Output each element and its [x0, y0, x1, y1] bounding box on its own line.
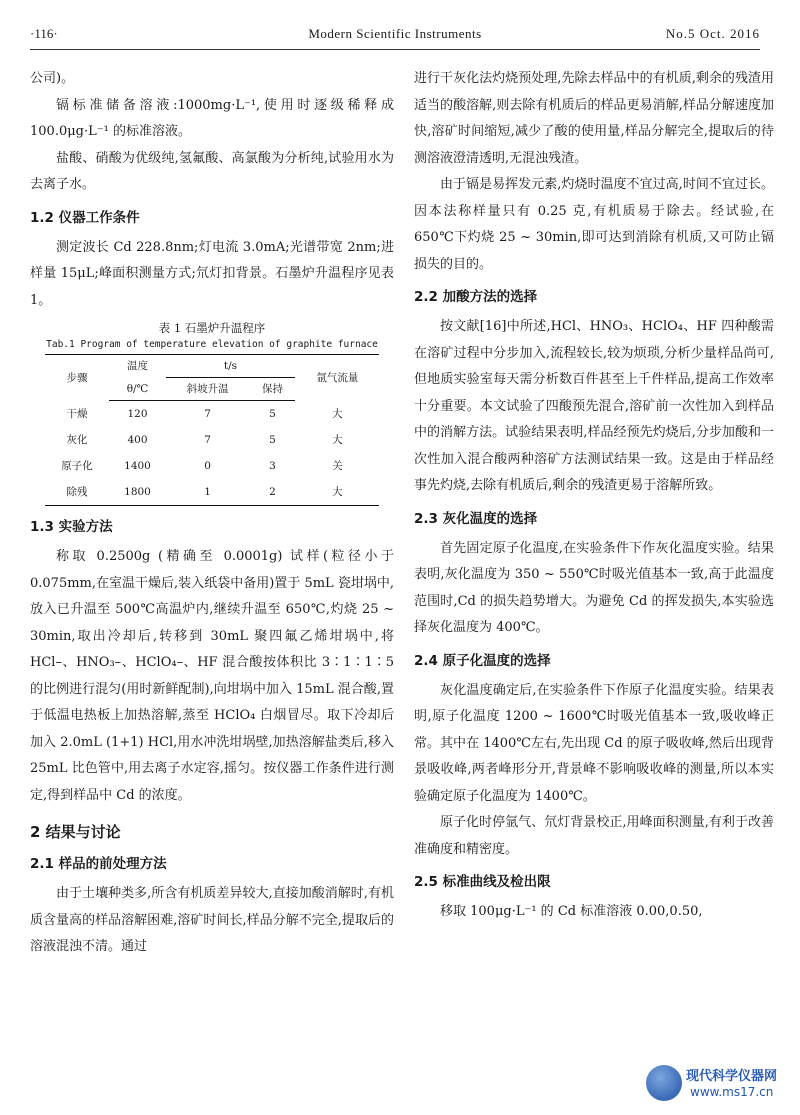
section-heading: 2.5 标准曲线及检出限 [414, 874, 551, 890]
th-temp: 温度 [109, 355, 165, 378]
paragraph: 首先固定原子化温度,在实验条件下作灰化温度实验。结果表明,灰化温度为 350 ~ 550℃时吸光值基本一致,高于此温度范围时,Cd 的损失趋势增大。为避免 Cd 的挥发损失,本实验选择灰化温度为 400℃。 [414, 540, 774, 635]
journal-title: Modern Scientific Instruments [308, 26, 482, 41]
th-hold: 保持 [250, 378, 296, 401]
section-heading: 2.3 灰化温度的选择 [414, 510, 538, 527]
paragraph: 公司)。 [30, 71, 75, 86]
section-heading: 1.2 仪器工作条件 [30, 209, 140, 226]
section-heading: 2.4 原子化温度的选择 [414, 652, 551, 669]
watermark-url: www.ms17.cn [690, 1085, 774, 1099]
cell-gas: 大 [332, 434, 343, 446]
cell-gas: 大 [295, 479, 379, 506]
cell-hold: 3 [269, 460, 276, 472]
table-row [45, 427, 380, 453]
cell-ramp: 1 [166, 479, 250, 506]
section-heading: 2.2 加酸方法的选择 [414, 289, 538, 305]
table-row [45, 401, 380, 428]
cell-temp: 120 [127, 408, 148, 420]
section-heading: 1.3 实验方法 [30, 519, 113, 535]
cell-step: 灰化 [66, 434, 88, 446]
paragraph: 镉标准储备溶液:1000mg·L⁻¹,使用时逐级稀释成 100.0μg·L⁻¹ 的标准溶液。 [30, 97, 394, 139]
right-column [414, 66, 774, 926]
paragraph: 测定波长 Cd 228.8nm;灯电流 3.0mA;光谱带宽 2nm;进样量 15μL;峰面积测量方式;氘灯扣背景。石墨炉升温程序见表 1。 [30, 239, 394, 308]
cell-step: 除残 [45, 479, 110, 506]
paragraph: 移取 100μg·L⁻¹ 的 Cd 标准溶液 0.00,0.50, [440, 904, 703, 919]
section-heading: 2.1 样品的前处理方法 [30, 856, 167, 872]
cell-step: 干燥 [66, 407, 88, 420]
table-row [45, 479, 380, 506]
table-caption-en: Tab.1 Program of temperature elevation of graphite furnace [46, 339, 378, 350]
th-time: t/s [166, 355, 296, 378]
cell-hold: 2 [250, 479, 296, 506]
cell-ramp: 0 [204, 460, 211, 472]
furnace-program-table [45, 354, 380, 506]
th-temp-unit: θ/℃ [109, 378, 165, 401]
th-gas: 氩气流量 [295, 355, 379, 401]
th-ramp: 斜坡升温 [166, 378, 250, 401]
cell-step: 原子化 [61, 460, 93, 472]
paragraph: 原子化时停氩气、氘灯背景校正,用峰面积测量,有利于改善准确度和精密度。 [414, 815, 774, 857]
cell-gas: 关 [332, 460, 343, 472]
cell-hold: 5 [269, 408, 276, 420]
table-caption [30, 320, 394, 352]
cell-temp: 400 [127, 434, 148, 446]
paragraph: 按文献[16]中所述,HCl、HNO₃、HClO₄、HF 四种酸需在溶矿过程中分步加入,流程较长,较为烦琐,分析少量样品尚可,但地质实验室每天需分析数百件甚至上千件样品,提高工作效率十分重要。本文试验了四酸预先混合,溶矿前一次性加入到样品中的消解方法。试验结果表明,样品经预先灼烧后,分步加酸和一次性加入混合酸两种溶矿方法测试结果一致。这是由于样品经事先灼烧,去除有机质后,剩余的残渣更易于溶解所致。 [414, 319, 774, 493]
paragraph: 进行干灰化法灼烧预处理,先除去样品中的有机质,剩余的残渣用适当的酸溶解,则去除有机质后的样品更易消解,样品分解速度加快,溶矿时间缩短,减少了酸的使用量,样品分解完全,提取后的待测溶液澄清透明,无混浊残渣。 [414, 71, 774, 166]
running-header [30, 26, 760, 50]
cell-ramp: 7 [204, 408, 211, 420]
chapter-heading: 2 结果与讨论 [30, 823, 121, 841]
paragraph: 由于镉是易挥发元素,灼烧时温度不宜过高,时间不宜过长。因本法称样量只有 0.25 克,有机质易于除去。经试验,在 650℃下灼烧 25 ~ 30min,即可达到消除有机质,又可防止镉损失的目的。 [414, 177, 774, 272]
paragraph: 由于土壤种类多,所含有机质差异较大,直接加酸消解时,有机质含量高的样品溶解困难,溶矿时间长,样品分解不完全,提取后的溶液混浊不清。通过 [30, 886, 394, 954]
cell-temp: 1800 [109, 479, 165, 506]
cell-temp: 1400 [124, 460, 151, 472]
globe-logo-icon [646, 1065, 682, 1101]
th-step: 步骤 [45, 355, 110, 401]
cell-ramp: 7 [204, 434, 211, 446]
site-watermark [646, 1063, 786, 1107]
header-rule [30, 49, 760, 50]
table-row [45, 453, 380, 479]
page-number: ·116· [30, 26, 58, 41]
paragraph: 盐酸、硝酸为优级纯,氢氟酸、高氯酸为分析纯,试验用水为去离子水。 [30, 150, 394, 192]
table-caption-cn: 表 1 石墨炉升温程序 [158, 321, 266, 335]
cell-gas: 大 [332, 407, 343, 420]
cell-hold: 5 [269, 434, 276, 446]
left-column [30, 66, 394, 961]
issue-info: No.5 Oct. 2016 [665, 26, 760, 41]
watermark-name: 现代科学仪器网 [686, 1069, 778, 1084]
paragraph: 称取 0.2500g (精确至 0.0001g) 试样(粒径小于 0.075mm,在室温干燥后,装入纸袋中备用)置于 5mL 瓷坩埚中,放入已升温至 500℃高温炉内,继续升温至 650℃,灼烧 25 ~ 30min,取出冷却后,转移到 30mL 聚四氟乙烯坩埚中,将 HCl–、HNO₃–、HClO₄–、HF 混合酸按体积比 3∶1∶1∶5 的比例进行混匀(用时新鲜配制),向坩埚中加入 15mL 混合酸,置于低温电热板上加热溶解,蒸至 HClO₄ 白烟冒尽。取下冷却后加入 2.0mL (1+1) HCl,用水冲洗坩埚壁,加热溶解盐类后,移入 25mL 比色管中,用去离子水定容,摇匀。按仪器工作条件进行测定,得到样品中 Cd 的浓度。 [30, 549, 394, 803]
paragraph: 灰化温度确定后,在实验条件下作原子化温度实验。结果表明,原子化温度 1200 ~ 1600℃时吸光值基本一致,吸收峰正常。其中在 1400℃左右,先出现 Cd 的原子吸收峰,然后出现背景吸收峰,两者峰形分开,背景峰不影响吸收峰的测量,所以本实验确定原子化温度为 1400℃。 [414, 682, 774, 804]
